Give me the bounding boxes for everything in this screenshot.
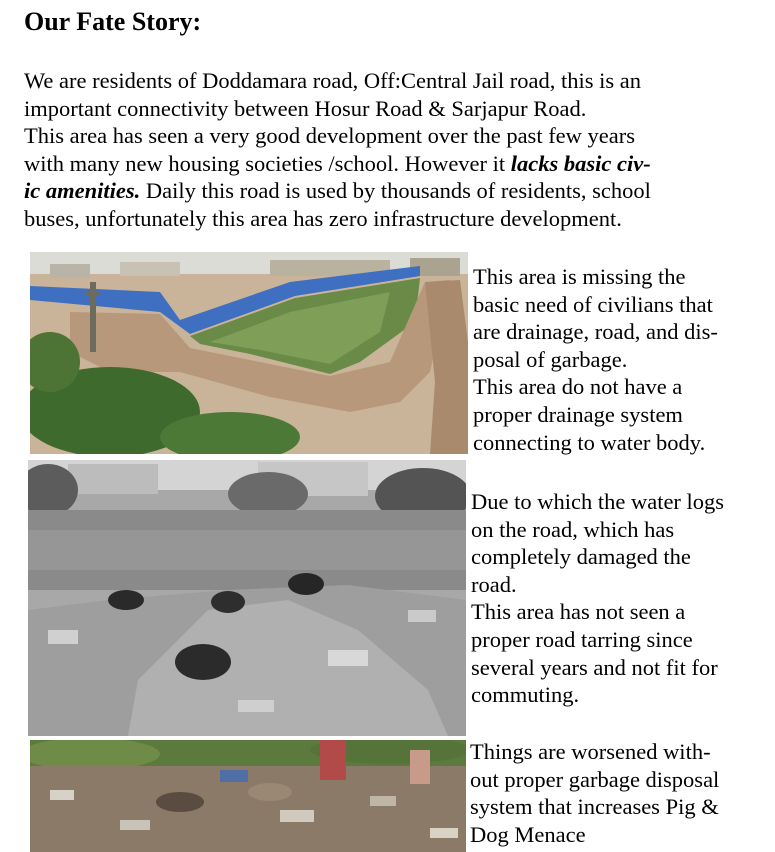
- text-line: Dog Menace: [470, 821, 586, 847]
- text-line: proper drainage system: [473, 401, 683, 427]
- text-line: are drainage, road, and dis-: [473, 319, 718, 345]
- text-line: commuting.: [471, 682, 580, 708]
- text-line: system that increases Pig &: [470, 794, 719, 820]
- flooded-road-photo: [30, 252, 468, 454]
- intro-text: with many new housing societies /school. However it: [24, 150, 511, 176]
- text-line: posal of garbage.: [473, 346, 628, 372]
- emphasis-text: ic amenities.: [24, 178, 141, 204]
- intro-text: Daily this road is used by thousands of residents, school: [140, 178, 651, 204]
- text-line: This area is missing the: [473, 264, 686, 289]
- text-line: connecting to water body.: [473, 429, 706, 455]
- intro-line: [24, 150, 774, 178]
- emphasis-text: lacks basic civ-: [510, 150, 651, 176]
- text-line: road.: [471, 571, 517, 597]
- text-line: basic need of civilians that: [473, 291, 713, 317]
- intro-line: buses, unfortunately this area has zero infrastructure development.: [24, 205, 622, 231]
- intro-line: important connectivity between Hosur Road & Sarjapur Road.: [24, 95, 587, 121]
- pigs-debris-photo: [28, 460, 466, 736]
- text-line: completely damaged the: [471, 544, 691, 570]
- text-line: This area has not seen a: [471, 599, 686, 625]
- text-line: Due to which the water logs: [471, 489, 725, 514]
- intro-line: This area has seen a very good development over the past few years: [24, 123, 636, 149]
- road-description: [471, 488, 724, 709]
- intro-line: [24, 177, 774, 205]
- text-line: This area do not have a: [473, 374, 683, 400]
- garbage-dump-photo: [30, 740, 466, 852]
- page-title: Our Fate Story:: [24, 7, 202, 36]
- text-line: several years and not fit for: [471, 654, 718, 680]
- intro-line: We are residents of Doddamara road, Off:Central Jail road, this is an: [24, 68, 641, 93]
- text-line: Things are worsened with-: [470, 739, 711, 764]
- text-line: out proper garbage disposal: [470, 766, 720, 792]
- text-line: proper road tarring since: [471, 626, 693, 652]
- intro-paragraph: [24, 67, 774, 233]
- text-line: on the road, which has: [471, 516, 675, 542]
- drainage-description: [473, 263, 718, 456]
- garbage-description: [470, 738, 719, 848]
